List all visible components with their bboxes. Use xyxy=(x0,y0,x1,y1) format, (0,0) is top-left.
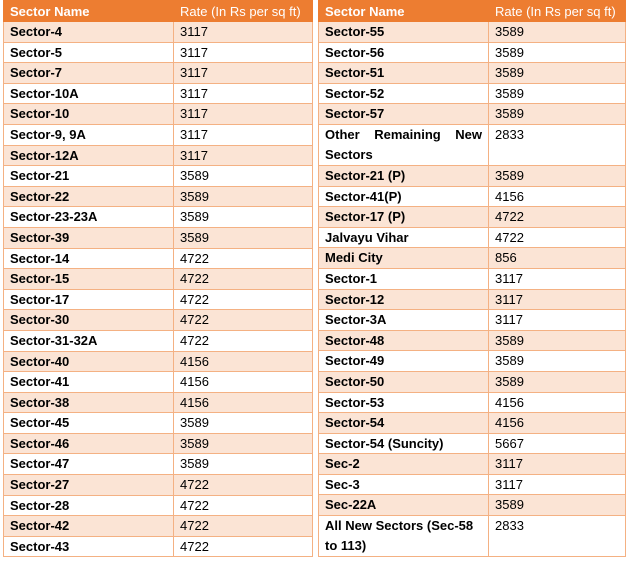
rate-cell: 3117 xyxy=(489,289,626,310)
rate-cell: 3589 xyxy=(174,454,313,475)
rate-cell: 3117 xyxy=(174,104,313,125)
table-row xyxy=(319,42,626,63)
sector-name-cell: Sector-21 xyxy=(4,166,174,187)
rate-cell: 3589 xyxy=(174,413,313,434)
table-row xyxy=(4,454,313,475)
sector-name-cell: Sector-23-23A xyxy=(4,207,174,228)
rate-cell: 3117 xyxy=(174,124,313,145)
sector-name-cell: Sector-39 xyxy=(4,227,174,248)
sector-name-cell: Other Remaining New Sectors xyxy=(319,124,489,165)
rate-cell: 3117 xyxy=(174,83,313,104)
sector-name-cell: Sector-5 xyxy=(4,42,174,63)
rate-cell: 3589 xyxy=(489,22,626,43)
rate-cell: 3589 xyxy=(489,42,626,63)
rate-cell: 4156 xyxy=(174,372,313,393)
sector-name-cell: Sector-12A xyxy=(4,145,174,166)
rate-cell: 3117 xyxy=(174,145,313,166)
left-rate-table xyxy=(3,0,313,557)
rate-cell: 3589 xyxy=(489,165,626,186)
sector-name-cell: Sector-15 xyxy=(4,269,174,290)
sector-name-cell: Sector-40 xyxy=(4,351,174,372)
sector-name-cell: Sector-14 xyxy=(4,248,174,269)
table-header-row xyxy=(319,1,626,22)
sector-name-cell: Sec-2 xyxy=(319,454,489,475)
sector-name-cell: Sector-21 (P) xyxy=(319,165,489,186)
rate-cell: 4722 xyxy=(174,269,313,290)
sector-name-header: Sector Name xyxy=(4,1,174,22)
table-row xyxy=(4,166,313,187)
table-row xyxy=(319,165,626,186)
rate-cell: 3589 xyxy=(174,433,313,454)
rate-cell: 3117 xyxy=(489,310,626,331)
sector-name-cell: Sector-4 xyxy=(4,22,174,43)
sector-name-cell: Sector-56 xyxy=(319,42,489,63)
sector-name-cell: Sector-31-32A xyxy=(4,330,174,351)
sector-name-cell: Sector-42 xyxy=(4,516,174,537)
sector-name-cell: Sector-55 xyxy=(319,22,489,43)
table-row xyxy=(4,413,313,434)
sector-name-cell: Sector-17 (P) xyxy=(319,207,489,228)
right-table-body xyxy=(319,22,626,557)
sector-name-cell: Sector-45 xyxy=(4,413,174,434)
left-table-body xyxy=(4,22,313,557)
rate-cell: 4156 xyxy=(174,351,313,372)
sector-name-cell: Sector-57 xyxy=(319,104,489,125)
rate-cell: 4722 xyxy=(174,536,313,557)
rate-cell: 2833 xyxy=(489,516,626,557)
rate-cell: 4156 xyxy=(489,413,626,434)
table-row xyxy=(4,310,313,331)
rate-cell: 3589 xyxy=(489,330,626,351)
table-row xyxy=(4,330,313,351)
rate-cell: 3117 xyxy=(174,42,313,63)
table-row xyxy=(319,371,626,392)
sector-name-cell: Sector-7 xyxy=(4,63,174,84)
table-row xyxy=(319,289,626,310)
table-row xyxy=(319,83,626,104)
table-row xyxy=(4,516,313,537)
sector-name-cell: Sector-48 xyxy=(319,330,489,351)
sector-name-cell: Sector-49 xyxy=(319,351,489,372)
table-row xyxy=(4,63,313,84)
table-row xyxy=(319,495,626,516)
table-row xyxy=(319,351,626,372)
sector-name-cell: Sector-51 xyxy=(319,63,489,84)
rate-cell: 856 xyxy=(489,248,626,269)
rate-cell: 2833 xyxy=(489,124,626,165)
rate-cell: 4156 xyxy=(174,392,313,413)
sector-name-cell: Sector-52 xyxy=(319,83,489,104)
sector-name-cell: Sector-54 xyxy=(319,413,489,434)
rate-cell: 4722 xyxy=(489,207,626,228)
rate-cell: 3117 xyxy=(489,268,626,289)
rate-cell: 3589 xyxy=(489,63,626,84)
sector-name-cell: Sector-12 xyxy=(319,289,489,310)
sector-name-cell: Sec-22A xyxy=(319,495,489,516)
table-row xyxy=(319,124,626,165)
sector-name-cell: Sector-54 (Suncity) xyxy=(319,433,489,454)
table-row xyxy=(319,248,626,269)
sector-name-cell: Sec-3 xyxy=(319,474,489,495)
rate-cell: 4722 xyxy=(174,516,313,537)
rate-cell: 4156 xyxy=(489,392,626,413)
table-row xyxy=(319,454,626,475)
sector-name-cell: Sector-43 xyxy=(4,536,174,557)
table-row xyxy=(4,372,313,393)
table-row xyxy=(4,536,313,557)
table-row xyxy=(4,22,313,43)
table-row xyxy=(4,104,313,125)
sector-name-cell: Medi City xyxy=(319,248,489,269)
table-row xyxy=(319,104,626,125)
table-row xyxy=(4,42,313,63)
rate-cell: 3589 xyxy=(489,351,626,372)
sector-name-cell: Sector-3A xyxy=(319,310,489,331)
rate-cell: 4722 xyxy=(489,227,626,248)
rate-cell: 3589 xyxy=(174,207,313,228)
table-row xyxy=(319,413,626,434)
table-row xyxy=(4,124,313,145)
rate-cell: 3589 xyxy=(489,83,626,104)
rate-cell: 3589 xyxy=(174,186,313,207)
sector-name-cell: Sector-47 xyxy=(4,454,174,475)
table-row xyxy=(4,207,313,228)
rate-cell: 3117 xyxy=(489,474,626,495)
right-rate-table xyxy=(318,0,626,557)
sector-name-cell: Jalvayu Vihar xyxy=(319,227,489,248)
sector-name-cell: Sector-27 xyxy=(4,475,174,496)
table-row xyxy=(4,186,313,207)
rate-cell: 3589 xyxy=(174,227,313,248)
sector-name-cell: Sector-10A xyxy=(4,83,174,104)
sector-name-cell: Sector-22 xyxy=(4,186,174,207)
rate-cell: 4722 xyxy=(174,495,313,516)
table-row xyxy=(319,63,626,84)
rate-cell: 4722 xyxy=(174,310,313,331)
table-header-row xyxy=(4,1,313,22)
rate-cell: 3117 xyxy=(174,63,313,84)
rate-cell: 3117 xyxy=(489,454,626,475)
table-row xyxy=(4,351,313,372)
sector-name-header: Sector Name xyxy=(319,1,489,22)
sector-name-cell: Sector-41(P) xyxy=(319,186,489,207)
table-row xyxy=(4,392,313,413)
sector-name-cell: Sector-53 xyxy=(319,392,489,413)
table-row xyxy=(4,83,313,104)
rate-cell: 4722 xyxy=(174,475,313,496)
table-row xyxy=(319,474,626,495)
rate-cell: 3589 xyxy=(174,166,313,187)
table-row xyxy=(4,145,313,166)
sector-name-cell: All New Sectors (Sec-58 to 113) xyxy=(319,516,489,557)
sector-name-cell: Sector-50 xyxy=(319,371,489,392)
rate-cell: 4722 xyxy=(174,289,313,310)
rate-cell: 4156 xyxy=(489,186,626,207)
rate-header: Rate (In Rs per sq ft) xyxy=(174,1,313,22)
table-row xyxy=(319,310,626,331)
rate-cell: 4722 xyxy=(174,330,313,351)
table-row xyxy=(319,186,626,207)
table-row xyxy=(4,289,313,310)
rate-cell: 3589 xyxy=(489,495,626,516)
table-row xyxy=(4,495,313,516)
table-row xyxy=(319,227,626,248)
sector-name-cell: Sector-46 xyxy=(4,433,174,454)
table-row xyxy=(4,269,313,290)
table-row xyxy=(319,207,626,228)
table-row xyxy=(4,248,313,269)
sector-name-cell: Sector-41 xyxy=(4,372,174,393)
table-row xyxy=(319,22,626,43)
rate-header: Rate (In Rs per sq ft) xyxy=(489,1,626,22)
sector-name-cell: Sector-30 xyxy=(4,310,174,331)
table-row xyxy=(4,227,313,248)
sector-name-cell: Sector-1 xyxy=(319,268,489,289)
rate-cell: 3589 xyxy=(489,104,626,125)
table-row xyxy=(319,330,626,351)
table-row xyxy=(319,516,626,557)
rate-cell: 3117 xyxy=(174,22,313,43)
sector-name-cell: Sector-28 xyxy=(4,495,174,516)
table-row xyxy=(4,433,313,454)
rate-cell: 5667 xyxy=(489,433,626,454)
sector-name-cell: Sector-17 xyxy=(4,289,174,310)
table-row xyxy=(319,268,626,289)
rate-cell: 3589 xyxy=(489,371,626,392)
table-row xyxy=(4,475,313,496)
sector-name-cell: Sector-38 xyxy=(4,392,174,413)
table-row xyxy=(319,392,626,413)
sector-name-cell: Sector-10 xyxy=(4,104,174,125)
table-row xyxy=(319,433,626,454)
rate-cell: 4722 xyxy=(174,248,313,269)
sector-name-cell: Sector-9, 9A xyxy=(4,124,174,145)
